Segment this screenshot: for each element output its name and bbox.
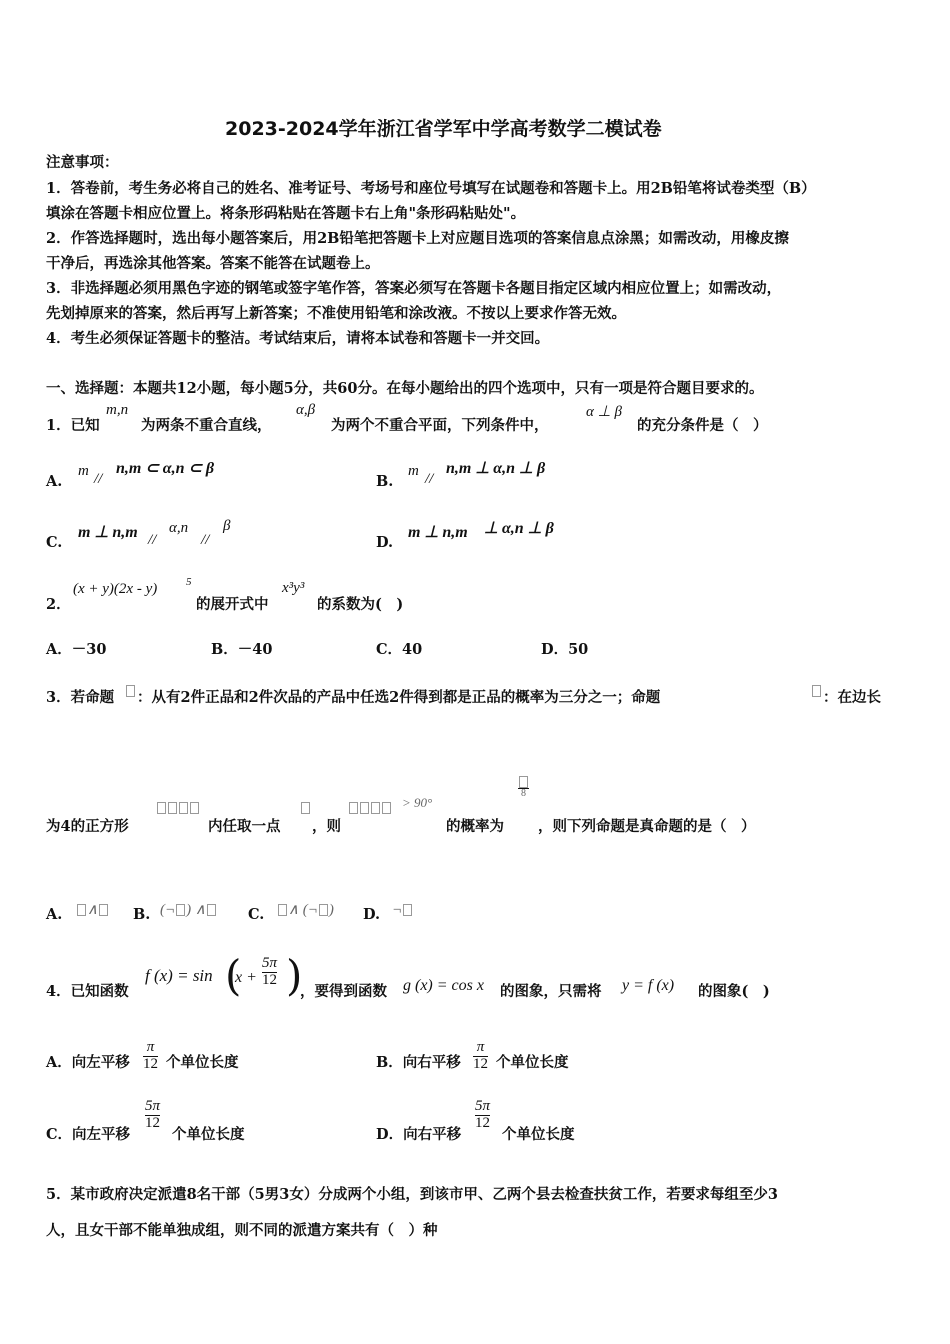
q2-math: (x + y)(2x - y) — [73, 581, 158, 597]
paren-right-icon: ) — [286, 951, 303, 1000]
q3-text: ：在边长 — [823, 689, 881, 706]
q4-option-a-tail: 个单位长度 — [166, 1054, 239, 1071]
q2-text: 的系数为( ) — [317, 596, 404, 613]
fraction-numerator: 5π — [262, 955, 278, 971]
q3-option-b-math — [160, 899, 217, 919]
q1-math: α ⊥ β — [586, 404, 622, 420]
q5-text: 5．某市政府决定派遣8名干部（5男3女）分成两个小组，到该市甲、乙两个县去检查扶贫工作，若要求每组至少3 — [46, 1186, 778, 1203]
q4-function-y: y = f (x) — [622, 977, 675, 994]
q4-option-b-fraction — [473, 1040, 488, 1073]
notice-line: 4．考生必须保证答题卡的整洁。考试结束后，请将本试卷和答题卡一并交回。 — [46, 330, 550, 347]
q3-text: 内任取一点 — [208, 818, 281, 835]
notice-line: 填涂在答题卡相应位置上。将条形码粘贴在答题卡右上角"条形码粘贴处"。 — [46, 205, 526, 222]
notice-line: 3．非选择题必须用黑色字迹的钢笔或签字笔作答，答案必须写在答题卡各题目指定区域内相应位置上；如需改动， — [46, 280, 782, 297]
fraction-numerator: 5π — [145, 1098, 161, 1114]
q2-exponent: 5 — [186, 576, 192, 588]
and-symbol: ) ∧ — [186, 902, 206, 918]
and-not-symbol: ∧ (¬ — [288, 902, 318, 918]
q3-text: 3．若命题 — [46, 689, 115, 706]
notice-line: 先划掉原来的答案，然后再写上新答案；不准使用铅笔和涂改液。不按以上要求作答无效。 — [46, 305, 626, 322]
fraction-numerator: 5π — [475, 1098, 491, 1114]
q3-option-c-math — [277, 899, 334, 919]
q3-angle: > 90° — [402, 795, 433, 810]
q3-option-a-math — [76, 899, 109, 919]
missing-glyph-icon — [156, 797, 200, 816]
fraction-denominator: 12 — [473, 1055, 488, 1072]
q3-fraction-denominator: 8 — [521, 788, 526, 799]
q5-text: 人，且女干部不能单独成组，则不同的派遣方案共有（ ）种 — [46, 1222, 438, 1239]
fraction-denominator: 12 — [145, 1114, 160, 1131]
q2-text: 的展开式中 — [196, 596, 269, 613]
q1-math: α,β — [296, 402, 316, 418]
q1-math: m,n — [106, 402, 129, 418]
q4-option-c-tail: 个单位长度 — [172, 1126, 245, 1143]
q2-option: C．40 — [376, 641, 423, 658]
notice-heading: 注意事项： — [46, 154, 119, 171]
fraction-denominator: 12 — [143, 1055, 158, 1072]
not-symbol: (¬ — [160, 902, 176, 918]
q3-text: ，则 — [312, 818, 341, 835]
q3-text: 的概率为 — [446, 818, 504, 835]
q4-option-c-fraction — [145, 1099, 160, 1132]
parallel-symbol: // — [201, 532, 210, 548]
q3-text: ，则下列命题是真命题的是（ ） — [538, 818, 756, 835]
q3-option-a-label: A. — [46, 906, 63, 923]
paren-symbol: ) — [328, 902, 334, 918]
q4-inner: x + — [235, 969, 257, 986]
and-symbol: ∧ — [87, 902, 98, 918]
q1-option-d-label: D. — [376, 534, 394, 551]
q4-option-d-text: D．向右平移 — [376, 1126, 462, 1143]
q1-option-d-math: m ⊥ n,m — [408, 524, 468, 541]
q4-option-b-text: B．向右平移 — [376, 1054, 461, 1071]
q1-text: 的充分条件是（ ） — [637, 417, 768, 434]
missing-glyph-icon — [348, 797, 392, 816]
q1-option-a-label: A. — [46, 473, 63, 490]
fraction-numerator: π — [146, 1039, 155, 1055]
q3-option-c-label: C. — [248, 906, 265, 923]
paren-left-icon: ( — [225, 951, 242, 1000]
missing-glyph-icon — [811, 680, 822, 699]
parallel-symbol: // — [94, 471, 103, 487]
q4-option-d-fraction — [475, 1099, 490, 1132]
q2-text: 2． — [46, 596, 71, 613]
q3-option-d-math — [392, 899, 413, 919]
parallel-symbol: // — [148, 532, 157, 548]
q1-text: 1．已知 — [46, 417, 100, 434]
fraction-numerator: π — [476, 1039, 485, 1055]
q4-fraction — [262, 956, 277, 989]
notice-line: 2．作答选择题时，选出每小题答案后，用2B铅笔把答题卡上对应题目选项的答案信息点涂黑；如需改动，用橡皮擦 — [46, 230, 789, 247]
parallel-symbol: // — [425, 471, 434, 487]
q1-option-b-label: B. — [376, 473, 394, 490]
q1-option-c-math: β — [223, 518, 231, 534]
q1-option-a-math: m — [78, 463, 89, 479]
q3-text: 为4的正方形 — [46, 818, 129, 835]
q1-option-b-math: n,m ⊥ α,n ⊥ β — [446, 460, 546, 477]
q1-option-d-math: ⊥ α,n ⊥ β — [484, 520, 554, 537]
q2-option: A．－30 — [46, 641, 107, 658]
q3-fraction — [518, 776, 529, 800]
q1-option-c-math: α,n — [169, 520, 189, 536]
q4-text: ，要得到函数 — [300, 983, 387, 1000]
q3-text: ：从有2件正品和2件次品的产品中任选2件得到都是正品的概率为三分之一；命题 — [137, 689, 661, 706]
q1-text: 为两个不重合平面，下列条件中， — [331, 417, 549, 434]
q4-option-a-fraction — [143, 1040, 158, 1073]
q4-text: 的图象( ) — [698, 983, 770, 1000]
page-title: 2023-2024学年浙江省学军中学高考数学二模试卷 — [225, 118, 662, 140]
not-symbol: ¬ — [392, 902, 403, 918]
q4-option-b-tail: 个单位长度 — [496, 1054, 569, 1071]
missing-glyph-icon — [300, 797, 311, 816]
q4-option-a-text: A．向左平移 — [46, 1054, 130, 1071]
q1-option-c-label: C. — [46, 534, 63, 551]
q1-option-a-math: n,m ⊂ α,n ⊂ β — [116, 460, 215, 477]
q2-math: x³y³ — [282, 580, 305, 596]
q1-text: 为两条不重合直线， — [141, 417, 272, 434]
q1-option-c-math: m ⊥ n,m — [78, 524, 138, 541]
q4-text: 的图象，只需将 — [500, 983, 602, 1000]
q2-option: B．－40 — [211, 641, 273, 658]
notice-line: 1．答卷前，考生务必将自己的姓名、准考证号、考场号和座位号填写在试题卷和答题卡上。用2B铅笔将试卷类型（B） — [46, 180, 816, 197]
q4-function-g: g (x) = cos x — [403, 977, 484, 994]
q4-text: 4．已知函数 — [46, 983, 129, 1000]
q3-option-d-label: D. — [363, 906, 381, 923]
q2-option: D．50 — [541, 641, 589, 658]
q4-option-d-tail: 个单位长度 — [502, 1126, 575, 1143]
fraction-denominator: 12 — [262, 971, 277, 988]
missing-glyph-icon — [125, 680, 136, 699]
q4-option-c-text: C．向左平移 — [46, 1126, 131, 1143]
fraction-denominator: 12 — [475, 1114, 490, 1131]
q1-option-b-math: m — [408, 463, 419, 479]
notice-line: 干净后，再选涂其他答案。答案不能答在试题卷上。 — [46, 255, 380, 272]
section-heading: 一、选择题：本题共12小题，每小题5分，共60分。在每小题给出的四个选项中，只有一项是符合题目要求的。 — [46, 380, 764, 397]
q4-function-f: f (x) = sin — [145, 966, 213, 985]
q3-option-b-label: B. — [133, 906, 151, 923]
